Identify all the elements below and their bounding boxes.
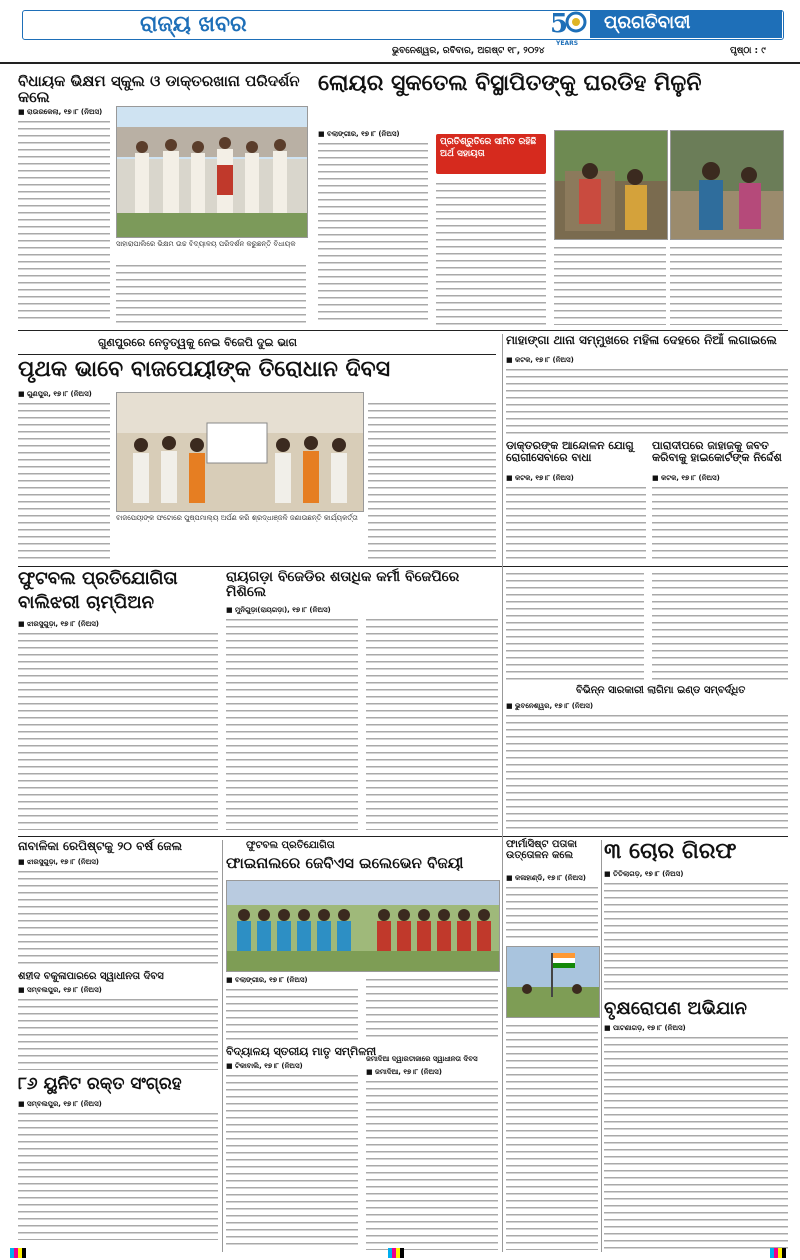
story-vajpayee bbox=[18, 334, 496, 564]
photo-caption: ସାହାରାପାଲିରେ ଭିକ୍ଷମ ଉଚ୍ଚ ବିଦ୍ୟାଳୟ ପରିଦର୍ଶନ କରୁଛନ୍ତି ବିଧାୟକ bbox=[116, 240, 296, 248]
headline: ଫାଇନାଲରେ ଜେବିଏସ ଇଲେଭେନ ବିଜୟୀ bbox=[226, 854, 464, 872]
headline: ଫାର୍ମାସିଷ୍ଟ ପତାକା ଉତ୍ତୋଳନ କଲେ bbox=[506, 839, 578, 861]
body-text bbox=[604, 880, 788, 994]
story-thieves bbox=[604, 840, 788, 996]
body-text-2 bbox=[116, 262, 306, 324]
headline: ପାରାଦୀପରେ ଜାହାଜକୁ ଜବତ କରିବାକୁ ହାଇକୋର୍ଟଙ୍କ ନିର୍ଦ୍ଦେଶ bbox=[652, 439, 782, 464]
body-text bbox=[506, 712, 788, 830]
dateline: ■ କଟକ, ୧୭।୮ (ନିଅସ) bbox=[506, 474, 574, 482]
headline: ବିଭିନ୍ନ ସାରକାରୀ ଲାଗିମା ଇଣ୍ଡ ସମ୍ବର୍ଦ୍ଧିତ bbox=[576, 685, 746, 696]
masthead-rule bbox=[0, 62, 800, 64]
masthead bbox=[0, 0, 800, 70]
column-divider bbox=[502, 334, 503, 1252]
headline: ଡାକ୍ତରଙ୍କ ଆନ୍ଦୋଳନ ଯୋଗୁ ରୋଗୀସେବାରେ ବାଧା bbox=[506, 439, 634, 464]
body-text bbox=[18, 868, 218, 968]
story-school bbox=[18, 72, 310, 327]
headline: ନାବାଳିକା ରେପିଷ୍ଟକୁ ୨୦ ବର୍ଷ ଜେଲ bbox=[18, 839, 183, 853]
body-col-1 bbox=[18, 400, 110, 560]
flag-hoisting-photo bbox=[506, 946, 600, 1018]
dateline: ■ କଳାହାଣ୍ଡି, ୧୭।୮ (ନିଅସ) bbox=[506, 874, 586, 882]
dateline: ■ ତିତିଲାଗଡ଼, ୧୭।୮ (ନିଅସ) bbox=[604, 870, 684, 878]
dateline: ■ ଝାରସୁଗୁଡ଼ା, ୧୭।୮ (ନିଅସ) bbox=[18, 620, 100, 628]
body-text-2 bbox=[506, 1022, 598, 1250]
headline: ବିଧାୟକ ଭିକ୍ଷମ ସ୍କୁଲ ଓ ଡାକ୍ତରଖାନା ପରିଦର୍ଶନ କଲେ bbox=[18, 72, 300, 106]
body-col-2 bbox=[652, 570, 788, 680]
headline: ରାୟଗଡ଼ା ବିଜେଡିର ଶତାଧିକ କର୍ମୀ ବିଜେପିରେ ମିଶିଲେ bbox=[226, 569, 460, 600]
story-pharmacist bbox=[506, 840, 598, 1252]
svg-text:5: 5 bbox=[550, 9, 569, 39]
body-text bbox=[366, 1078, 498, 1250]
dateline: ■ ପାଟଣାଗଡ଼, ୧୭।୮ (ନିଅସ) bbox=[604, 1024, 686, 1032]
fifty-years-logo-icon bbox=[548, 4, 588, 42]
story-minor bbox=[18, 840, 218, 968]
dateline: ■ କଟକ, ୧୭।୮ (ନିଅସ) bbox=[652, 474, 720, 482]
body-col-1 bbox=[226, 986, 358, 1042]
headline: ମାହାଙ୍ଗା ଥାନା ସମ୍ମୁଖରେ ମହିଳା ଦେହରେ ନିଆଁ ଲଗାଇଲେ bbox=[506, 333, 777, 347]
story-plantation bbox=[604, 1000, 788, 1252]
registration-mark-icon bbox=[770, 1248, 786, 1258]
dateline: ■ ରାଉରକେଲା, ୧୭।୮ (ନିଅସ) bbox=[18, 108, 103, 116]
headline: ବୃକ୍ଷରୋପଣ ଅଭିଯାନ bbox=[604, 998, 747, 1019]
dateline: ■ ବଲାଙ୍ଗୀର, ୧୭।୮ (ନିଅସ) bbox=[226, 976, 308, 984]
village-photo-1 bbox=[554, 130, 668, 240]
headline: ଜମାଦିଆ ଦ୍ୱାରତୀଜାରେ ସ୍ୱାଧୀନତା ଦିବସ bbox=[366, 1055, 478, 1063]
story-independence-day bbox=[18, 972, 218, 1072]
body-text bbox=[652, 484, 788, 564]
headline: ୮୬ ୟୁନିଟ ରକ୍ତ ସଂଗ୍ରହ bbox=[18, 1074, 182, 1094]
photo-caption: ବାଜପେୟୀଙ୍କ ଫଟୋରେ ପୁଷ୍ପମାଲ୍ୟ ଅର୍ପଣ କରି ଶ୍ରଦ୍ଧାଞ୍ଜଳି ଜଣାଉଛନ୍ତି କାର୍ଯ୍ୟକର୍ତ୍ତା bbox=[116, 514, 358, 522]
body-col-2 bbox=[366, 616, 498, 830]
kicker: ଗୁଣପୁରରେ ନେତୃତ୍ୱକୁ ନେଇ ବିଜେପି ଦୁଇ ଭାଗ bbox=[98, 336, 297, 349]
dateline: ■ ମୁନିଗୁଡ଼ା(ରାୟଗଡ଼ା), ୧୭।୮ (ନିଅସ) bbox=[226, 606, 331, 614]
vajpayee-photo bbox=[116, 392, 364, 512]
section-title: ରାଜ୍ୟ ଖବର bbox=[140, 12, 247, 37]
registration-mark-icon bbox=[10, 1248, 26, 1258]
dateline: ■ ଭୁବନେଶ୍ୱର, ୧୭।୮ (ନିଅସ) bbox=[506, 702, 594, 710]
dateline: ■ ସମ୍ବଲପୁର, ୧୭।୮ (ନିଅସ) bbox=[18, 1100, 102, 1108]
body-col-1 bbox=[226, 616, 358, 830]
body-col-4 bbox=[670, 244, 782, 325]
body-text bbox=[226, 1072, 358, 1250]
dateline: ■ ଝାରସୁଗୁଡ଼ା, ୧୭।୮ (ନିଅସ) bbox=[18, 858, 100, 866]
row-rule-2 bbox=[18, 566, 788, 567]
story-saplings bbox=[506, 686, 788, 832]
headline: ପୃଥକ ଭାବେ ବାଜପେୟୀଙ୍କ ତିରୋଧାନ ଦିବସ bbox=[18, 357, 391, 382]
body-col-3 bbox=[554, 244, 666, 325]
dateline: ■ ଟିକାବାଲି, ୧୭।୮ (ନିଅସ) bbox=[226, 1062, 303, 1070]
headline: ଶହୀଦ ବକୁଳାପାରରେ ସ୍ୱାଧୀନତା ଦିବସ bbox=[18, 971, 164, 982]
story-lower-suktel bbox=[318, 72, 788, 327]
headline: ଲୋୟର ସୁକତେଲ ବିସ୍ଥାପିତଙ୍କୁ ଘରଡିହ ମିଳୁନି bbox=[318, 71, 702, 96]
body-text-1 bbox=[506, 884, 598, 940]
anniversary-label: YEARS bbox=[556, 40, 579, 47]
story-mahanga bbox=[506, 334, 788, 434]
headline: ଫୁଟବଲ ପ୍ରତିଯୋଗିତା bbox=[18, 568, 178, 589]
story-doctors bbox=[506, 440, 646, 564]
football-team-photo bbox=[226, 880, 500, 972]
body-text bbox=[506, 366, 788, 434]
column-divider bbox=[222, 840, 223, 1252]
kicker-rule bbox=[18, 354, 496, 355]
body-text bbox=[18, 996, 218, 1070]
highlight-banner-text: ପ୍ରତିଶ୍ରୁତିରେ ସୀମିତ ରହିଛି ଅର୍ଥ ସହାୟତା bbox=[440, 137, 537, 159]
story-library bbox=[366, 1056, 498, 1252]
story-rayagada bbox=[226, 570, 498, 832]
school-photo bbox=[116, 106, 308, 238]
body-col-2 bbox=[368, 400, 496, 560]
registration-mark-icon bbox=[388, 1248, 404, 1258]
story-paradeep bbox=[652, 440, 788, 564]
body-text bbox=[18, 118, 110, 323]
body-text bbox=[18, 1110, 218, 1240]
dateline: ■ କଟକ, ୧୭।୮ (ନିଅସ) bbox=[506, 356, 574, 364]
body-col-2 bbox=[436, 180, 546, 325]
body-text bbox=[506, 484, 646, 564]
story-paradeep-continued bbox=[506, 570, 788, 680]
subhead: ବାଲିଝରୀ ଚାମ୍ପିଅନ bbox=[18, 592, 154, 613]
date-line: ଭୁବନେଶ୍ୱର, ରବିବାର, ଅଗଷ୍ଟ ୧୮, ୨୦୨୪ bbox=[392, 46, 545, 56]
story-football-2 bbox=[226, 840, 498, 1042]
row-rule-3 bbox=[18, 836, 788, 837]
body-col-1 bbox=[318, 140, 428, 325]
column-divider bbox=[601, 840, 602, 1252]
paper-name: ପ୍ରଗତିବାଦୀ bbox=[604, 12, 691, 33]
dateline: ■ ଜମାଦିଆ, ୧୭।୮ (ନିଅସ) bbox=[366, 1068, 442, 1076]
body-col-2 bbox=[366, 976, 498, 1042]
story-mothers-meet bbox=[226, 1046, 498, 1252]
dateline: ■ ସମ୍ବଲପୁର, ୧୭।୮ (ନିଅସ) bbox=[18, 986, 102, 994]
story-football-1 bbox=[18, 570, 218, 832]
row-rule-1 bbox=[18, 330, 788, 331]
body-col-1 bbox=[506, 570, 644, 680]
dateline: ■ ଗୁଣପୁର, ୧୭।୮ (ନିଅସ) bbox=[18, 390, 92, 398]
village-photo-2 bbox=[670, 130, 784, 240]
body-text bbox=[604, 1034, 788, 1250]
body-text bbox=[18, 630, 218, 830]
headline: ବିଦ୍ୟାଳୟ ସ୍ତରୀୟ ମାତୃ ସମ୍ମିଳନୀ bbox=[226, 1045, 377, 1058]
page-label: ପୃଷ୍ଠା : ୯ bbox=[730, 46, 766, 56]
kicker: ଫୁଟବଲ ପ୍ରତିଯୋଗିତା bbox=[246, 840, 335, 851]
dateline: ■ ବଲାଙ୍ଗୀର, ୧୭।୮ (ନିଅସ) bbox=[318, 130, 400, 138]
headline: ୩ ଚୋର ଗିରଫ bbox=[604, 839, 737, 864]
story-blood-donation bbox=[18, 1076, 218, 1252]
